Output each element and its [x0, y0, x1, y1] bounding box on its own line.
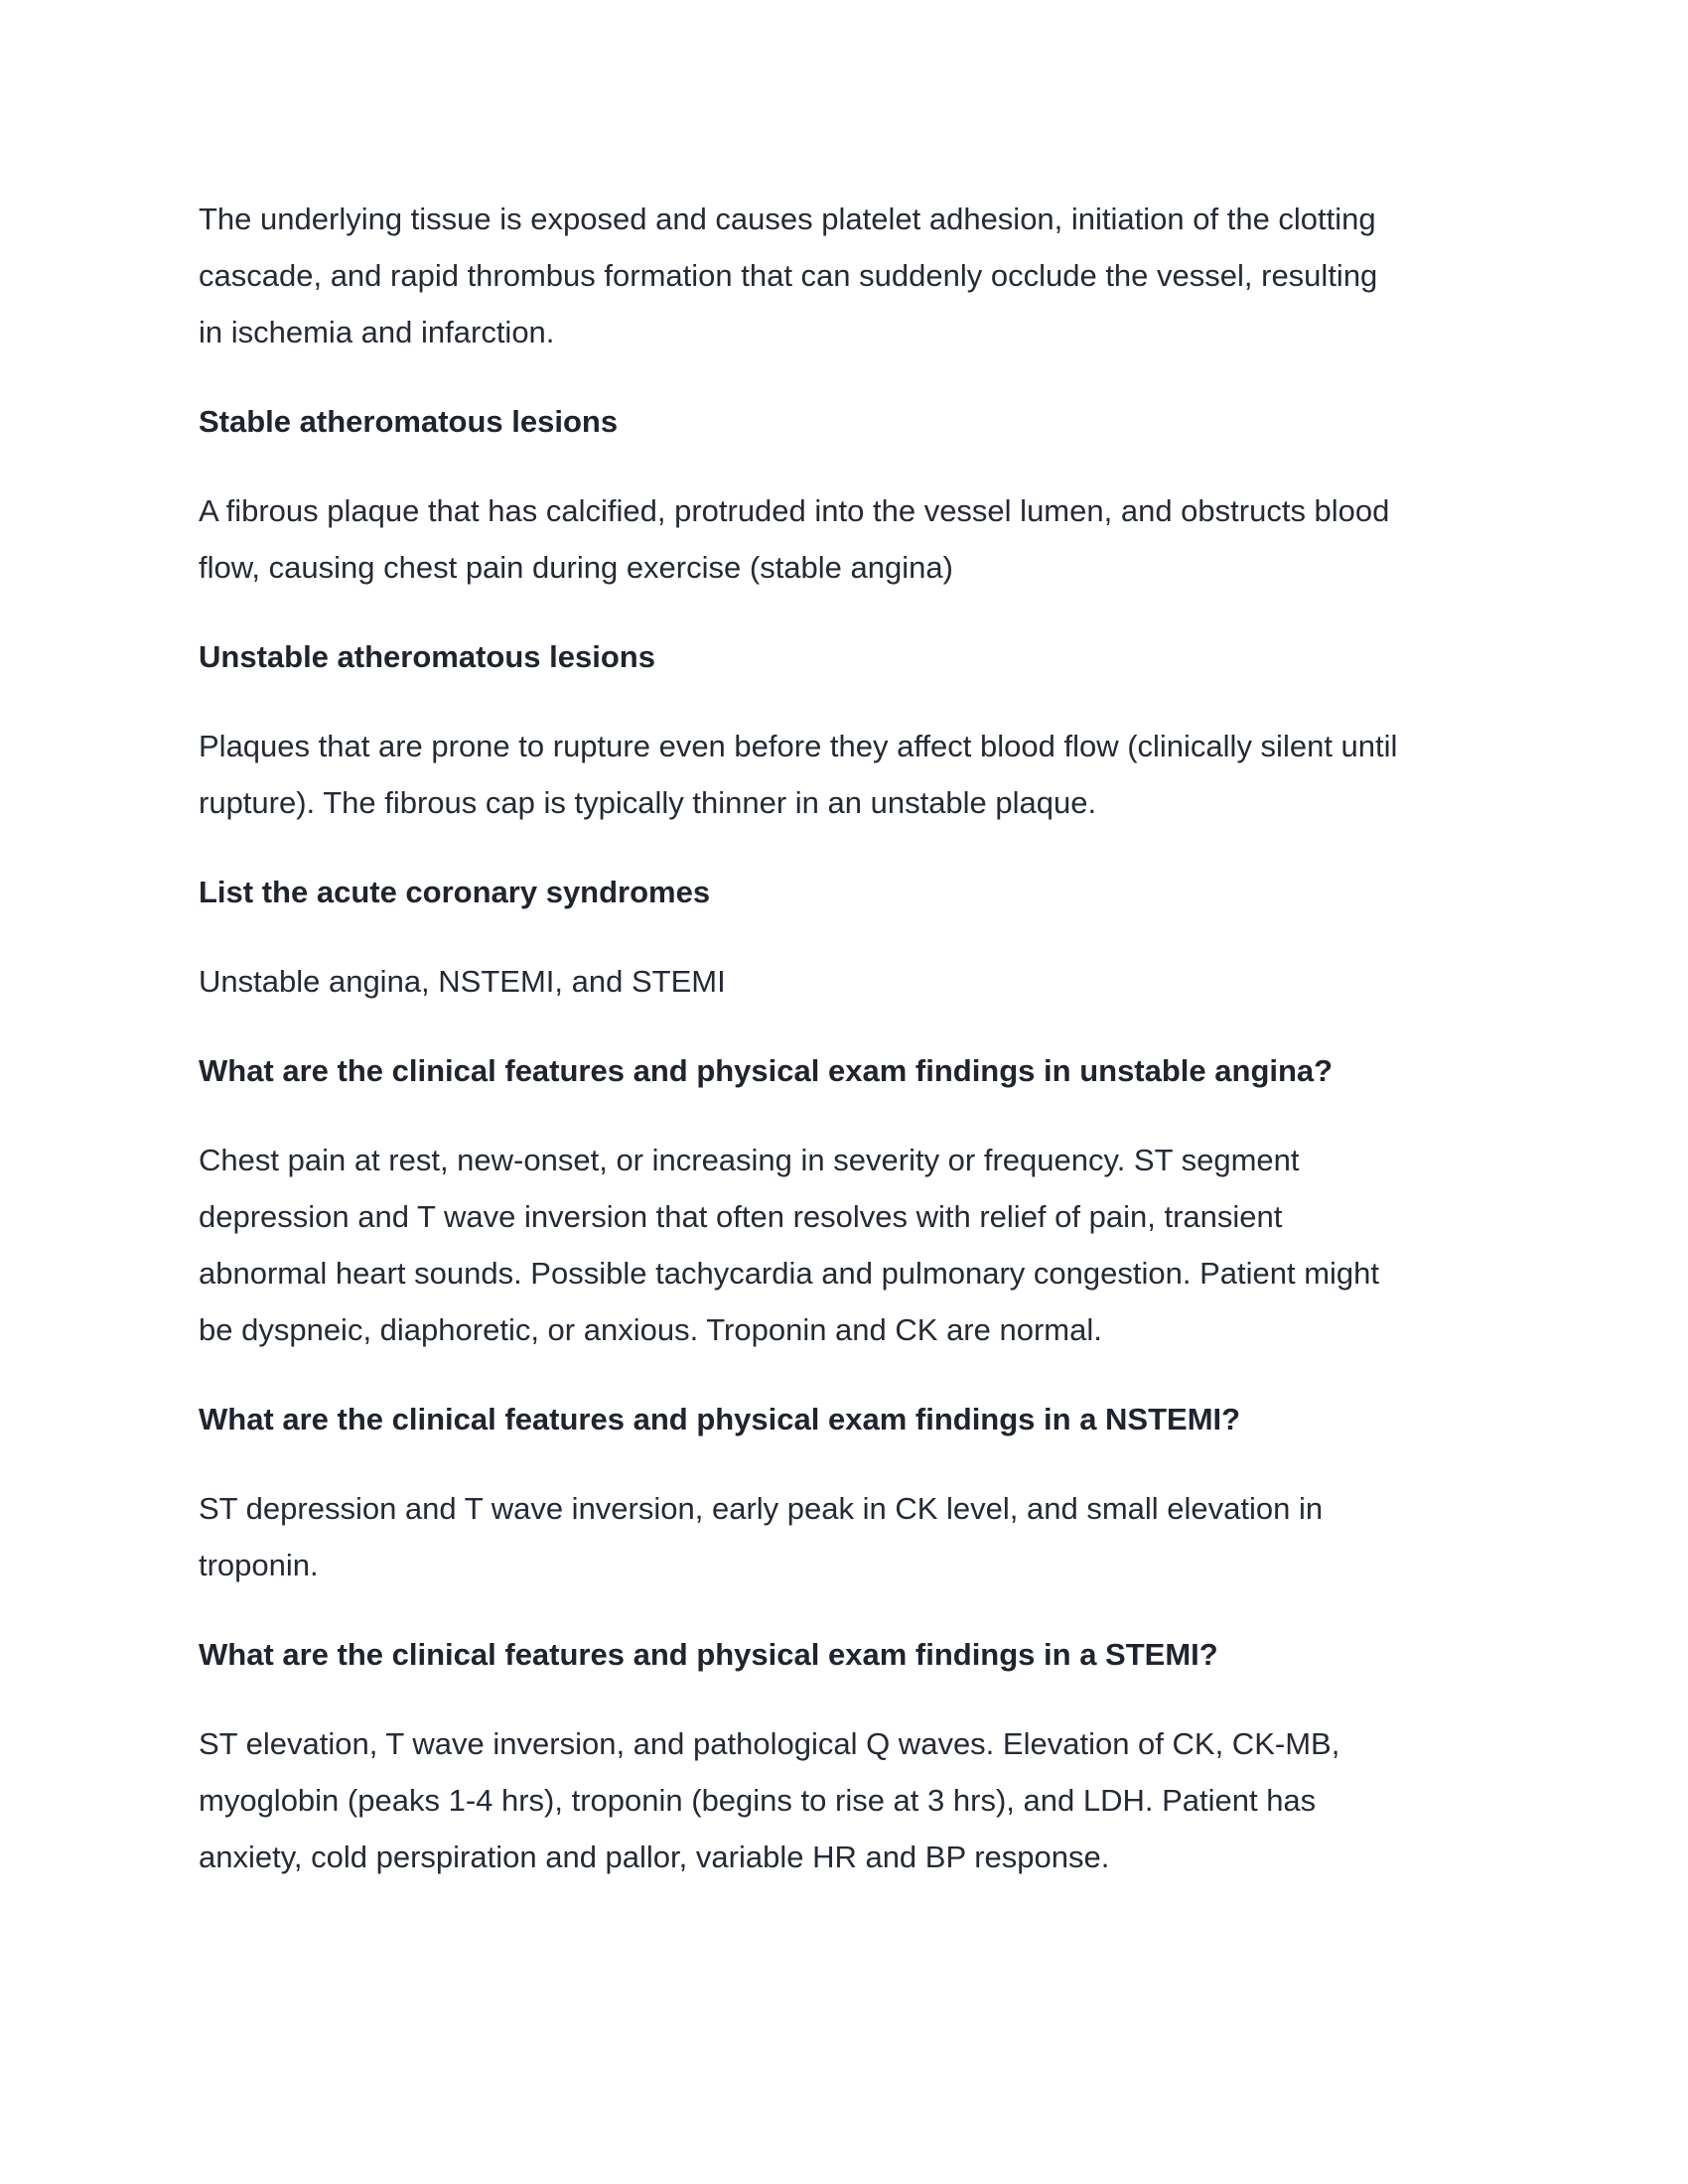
heading-stable-lesions: Stable atheromatous lesions	[199, 404, 619, 439]
heading-acute-coronary-syndromes: List the acute coronary syndromes	[199, 875, 711, 909]
paragraph-nstemi-findings: ST depression and T wave inversion, early peak in CK level, and small elevation in troponin.	[199, 1491, 1324, 1582]
document-page	[199, 191, 1499, 1918]
paragraph-thrombus-formation: The underlying tissue is exposed and causes platelet adhesion, initiation of the clotting cascade, and rapid thrombus formation that can suddenly occlude the vessel, resulting in ischemia and infarction.	[199, 202, 1378, 349]
heading-unstable-lesions: Unstable atheromatous lesions	[199, 639, 655, 674]
heading-stemi-findings: What are the clinical features and physical exam findings in a STEMI?	[199, 1637, 1218, 1672]
paragraph-unstable-lesions: Plaques that are prone to rupture even before they affect blood flow (clinically silent until rupture). The fibrous cap is typically thinner in an unstable plaque.	[199, 729, 1398, 820]
paragraph-stemi-findings: ST elevation, T wave inversion, and pathological Q waves. Elevation of CK, CK-MB, myoglobin (peaks 1-4 hrs), troponin (begins to rise at 3 hrs), and LDH. Patient has anxiety, cold perspiration and pallor, variable HR and BP response.	[199, 1726, 1340, 1874]
paragraph-stable-lesions: A fibrous plaque that has calcified, protruded into the vessel lumen, and obstructs blood flow, causing chest pain during exercise (stable angina)	[199, 493, 1390, 585]
heading-nstemi-findings: What are the clinical features and physical exam findings in a NSTEMI?	[199, 1402, 1241, 1436]
paragraph-acute-coronary-syndromes: Unstable angina, NSTEMI, and STEMI	[199, 964, 726, 999]
paragraph-unstable-angina-findings: Chest pain at rest, new-onset, or increasing in severity or frequency. ST segment depression and T wave inversion that often resolves with relief of pain, transient abnormal heart sounds. Possible tachycardia and pulmonary congestion. Patient might be dyspneic, diaphoretic, or anxious. Troponin and CK are normal.	[199, 1143, 1380, 1347]
heading-unstable-angina-findings: What are the clinical features and physical exam findings in unstable angina?	[199, 1053, 1334, 1088]
